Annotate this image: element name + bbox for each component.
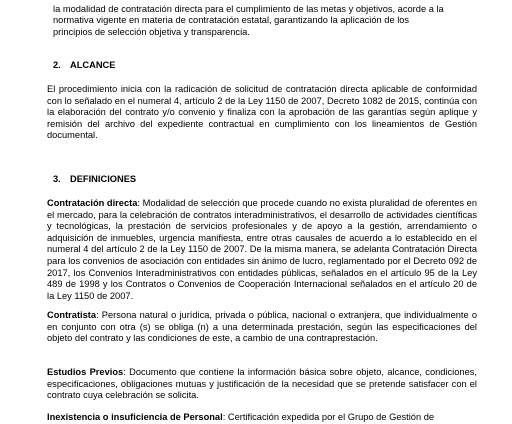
definition-text: : Certificación expedida por el Grupo de Gestión de — [222, 412, 435, 422]
section-title: ALCANCE — [70, 60, 116, 70]
alcance-paragraph — [47, 84, 477, 142]
section-heading-alcance — [53, 60, 115, 72]
intro-line: la modalidad de contratación directa para el cumplimiento de las metas y objetivos, acorde a la — [53, 3, 444, 14]
definition-text: : Documento que contiene la información básica sobre objeto, alcance, condiciones, especificaciones, obligaciones mutuas y justificación de la necesidad que se pretende satisfacer con el contrato cuya celebración se solicita. — [47, 367, 477, 401]
section-number: 2. — [53, 60, 61, 70]
intro-paragraph — [53, 0, 477, 38]
definition-contratacion-directa — [47, 198, 477, 302]
definition-estudios-previos — [47, 367, 477, 402]
definition-text: : Persona natural o jurídica, privada o pública, nacional o extranjera, que individualmente o en conjunto con otra (s) se obliga (n) a una determinada prestación, según las especificaciones del objeto del contrato y las condiciones de este, a cambio de una contraprestación. — [47, 310, 477, 344]
definition-term: Inexistencia o insuficiencia de Personal — [47, 412, 223, 422]
definition-term: Contratista — [47, 310, 97, 320]
section-number: 3. — [53, 174, 61, 184]
definition-term: Estudios Previos — [47, 367, 124, 377]
section-title: DEFINICIONES — [70, 174, 137, 184]
intro-line: principios de selección objetiva y transparencia. — [53, 26, 250, 37]
definition-term: Contratación directa — [47, 198, 138, 208]
intro-line: normativa vigente en materia de contratación estatal, garantizando la aplicación de los — [53, 15, 410, 26]
section-heading-definiciones — [53, 174, 136, 186]
alcance-text: El procedimiento inicia con la radicación de solicitud de contratación directa aplicable de conformidad con lo señalado en el numeral 4, artículo 2 de la Ley 1150 de 2007, Decreto 1082 de 2015, continúa con la elaboración del contrato y/o convenio y finaliza con la aprobación de las garantías según aplique y remisión del archivo del expediente contractual en cumplimiento con los lineamientos de Gestión documental. — [47, 84, 477, 141]
definition-text: : Modalidad de selección que procede cuando no exista pluralidad de oferentes en el mercado, para la celebración de contratos interadministrativos, el desarrollo de actividades científicas y tecnológicas, la prestación de servicios profesionales y de apoyo a la gestión, arrendamiento o adquisición de inmuebles, urgencia manifiesta, entre otras causales de acuerdo a lo establecido en el numeral 4 del artículo 2 de la Ley 1150 de 2007. De la misma manera, se adelanta Contratación Directa para los convenios de asociación con entidades sin ánimo de lucro, reglamentado por el Decreto 092 de 2017, los Convenios Interadministrativos con entidades públicas, señalados en el artículo 95 de la Ley 489 de 1998 y los Contratos o Convenios de Cooperación Internacional señalados en el artículo 20 de la Ley 1150 de 2007. — [47, 198, 477, 301]
definition-contratista — [47, 310, 477, 345]
definition-inexistencia-personal — [47, 412, 477, 424]
